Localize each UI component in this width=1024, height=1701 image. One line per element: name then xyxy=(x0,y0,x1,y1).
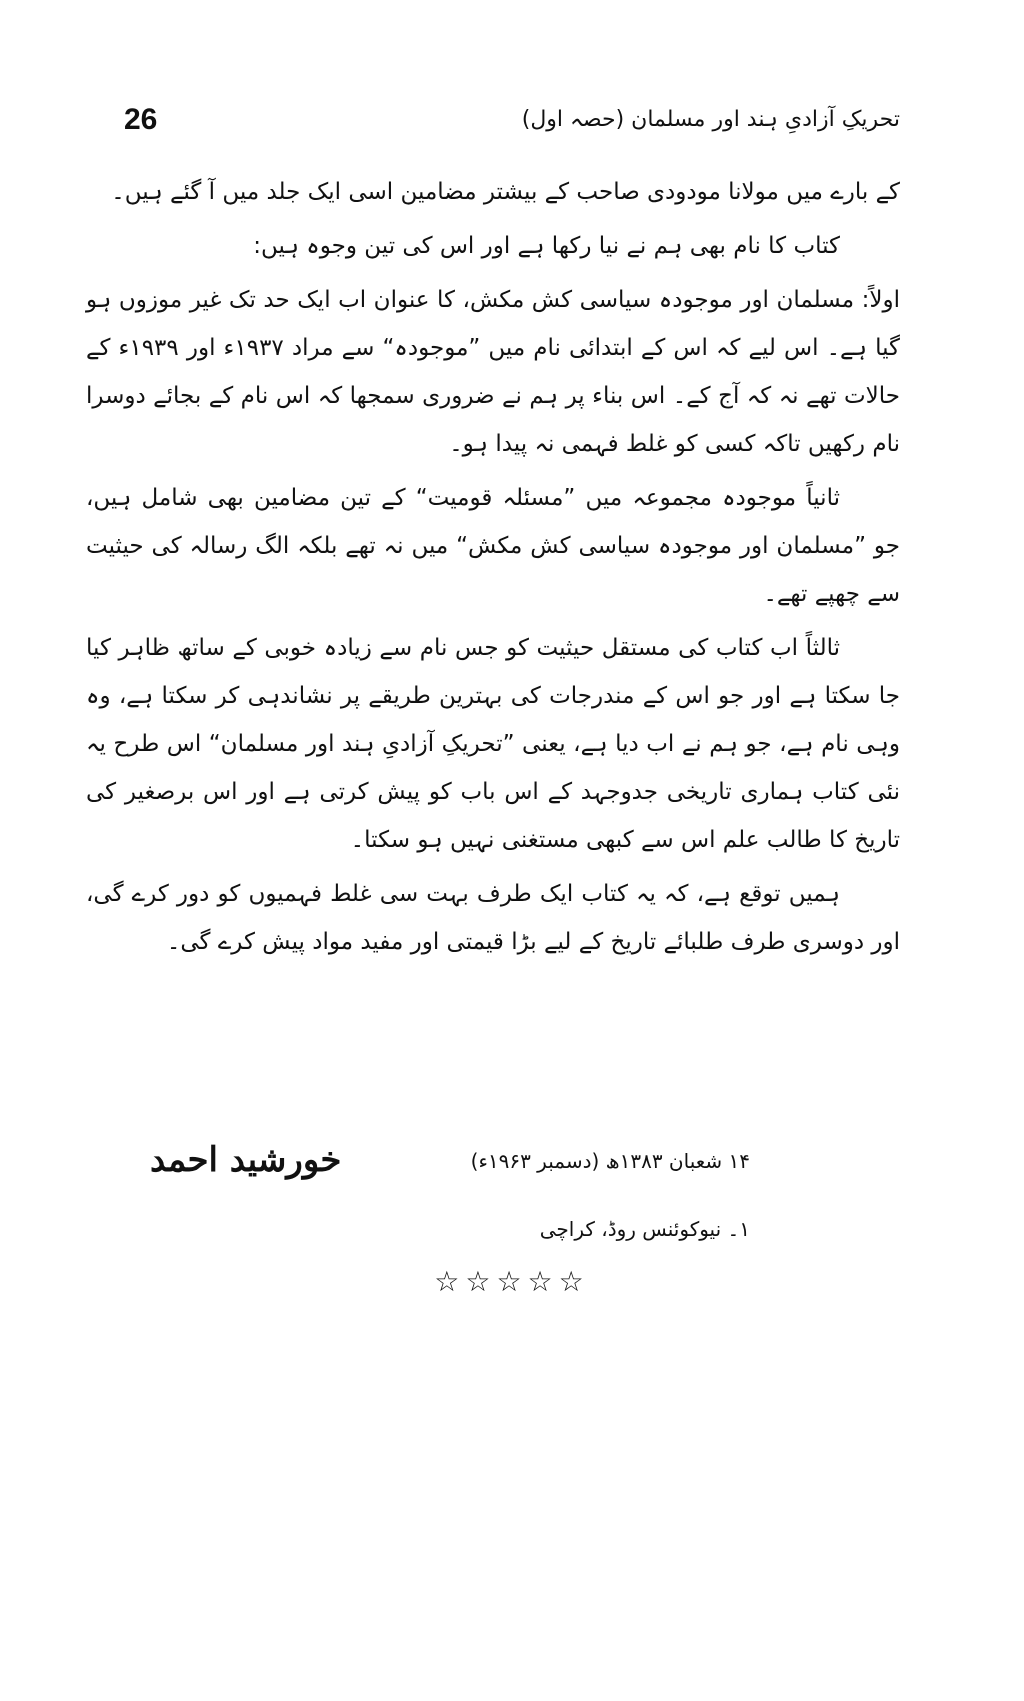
date-line: ۱۴ شعبان ۱۳۸۳ھ (دسمبر ۱۹۶۳ء) xyxy=(470,1149,750,1173)
signature-block xyxy=(150,1135,880,1255)
page-number: 26 xyxy=(124,103,158,136)
address-line: ۱۔ نیوکوئنس روڈ، کراچی xyxy=(539,1217,750,1241)
page-header xyxy=(120,100,900,150)
running-title: تحریکِ آزادیِ ہند اور مسلمان (حصہ اول) xyxy=(521,107,900,132)
paragraph-continuation: کے بارے میں مولانا مودودی صاحب کے بیشتر مضامین اسی ایک جلد میں آ گئے ہیں۔ xyxy=(111,179,900,205)
paragraph-second-reason: ثانیاً موجودہ مجموعہ میں ”مسئلہ قومیت“ کے تین مضامین بھی شامل ہیں، جو ”مسلمان اور موجودہ سیاسی کش مکش“ میں نہ تھے بلکہ الگ رسالہ کی حیثیت سے چھپے تھے۔ xyxy=(86,485,900,607)
author-signature: خورشید احمد xyxy=(150,1140,342,1180)
paragraph-expectation: ہمیں توقع ہے، کہ یہ کتاب ایک طرف بہت سی غلط فہمیوں کو دور کرے گی، اور دوسری طرف طلبائے تاریخ کے لیے بڑا قیمتی اور مفید مواد پیش کرے گی۔ xyxy=(86,881,900,955)
star-ornament: ☆☆☆☆☆ xyxy=(434,1265,590,1298)
paragraph-book-name: کتاب کا نام بھی ہم نے نیا رکھا ہے اور اس کی تین وجوہ ہیں: xyxy=(253,233,840,259)
paragraph-first-reason: اولاً: مسلمان اور موجودہ سیاسی کش مکش، کا عنوان اب ایک حد تک غیر موزوں ہو گیا ہے۔ اس لیے کہ اس کے ابتدائی نام میں ”موجودہ“ سے مراد ۱۹۳۷ء اور ۱۹۳۹ء کے حالات تھے نہ کہ آج کے۔ اس بناء پر ہم نے ضروری سمجھا کہ اس نام کے بجائے دوسرا نام رکھیں تاکہ کسی کو غلط فہمی نہ پیدا ہو۔ xyxy=(86,287,900,457)
body-text xyxy=(86,168,900,972)
paragraph-third-reason: ثالثاً اب کتاب کی مستقل حیثیت کو جس نام سے زیادہ خوبی کے ساتھ ظاہر کیا جا سکتا ہے اور جو اس کے مندرجات کی بہترین طریقے پر نشاندہی کر سکتا ہے، وہ وہی نام ہے، جو ہم نے اب دیا ہے، یعنی ”تحریکِ آزادیِ ہند اور مسلمان“ اس طرح یہ نئی کتاب ہماری تاریخی جدوجہد کے اس باب کو پیش کرتی ہے اور اس برصغیر کی تاریخ کا طالب علم اس سے کبھی مستغنی نہیں ہو سکتا۔ xyxy=(86,635,900,853)
